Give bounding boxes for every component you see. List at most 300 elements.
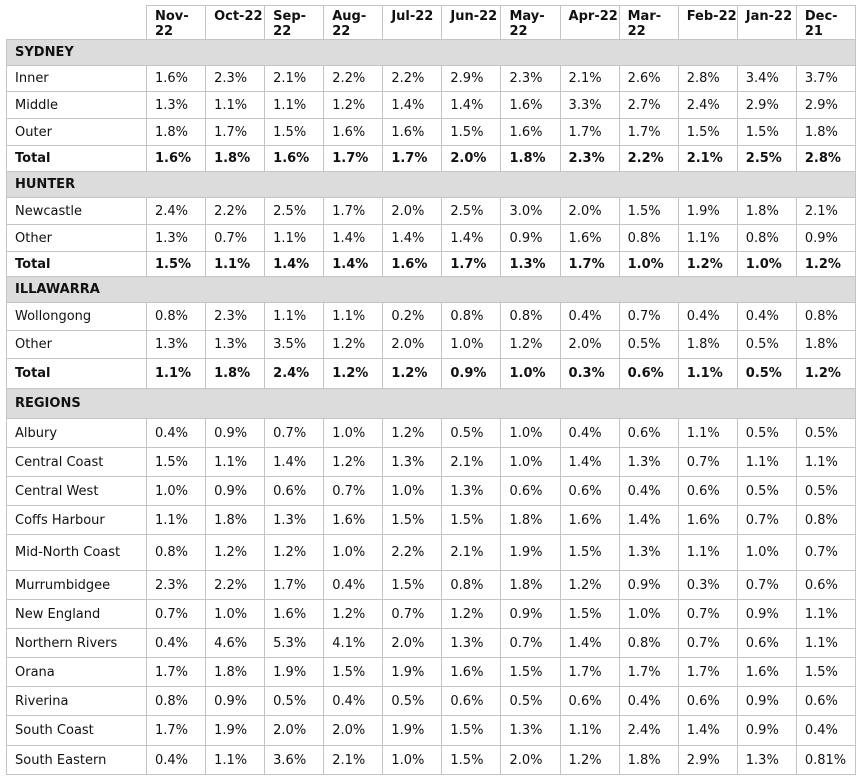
value-cell: 1.8% bbox=[796, 331, 855, 359]
total-row bbox=[7, 359, 856, 389]
value-cell: 1.8% bbox=[619, 746, 678, 775]
row-label: Wollongong bbox=[7, 303, 147, 331]
value-cell: 1.7% bbox=[147, 658, 206, 687]
value-cell: 1.4% bbox=[619, 506, 678, 535]
value-cell: 0.7% bbox=[796, 535, 855, 571]
value-cell: 0.7% bbox=[737, 571, 796, 600]
value-cell: 0.7% bbox=[324, 477, 383, 506]
value-cell: 2.3% bbox=[206, 303, 265, 331]
value-cell: 1.1% bbox=[678, 535, 737, 571]
value-cell: 1.7% bbox=[324, 198, 383, 225]
value-cell: 2.0% bbox=[560, 331, 619, 359]
value-cell: 0.7% bbox=[265, 419, 324, 448]
value-cell: 1.9% bbox=[501, 535, 560, 571]
table-row bbox=[7, 535, 856, 571]
value-cell: 2.9% bbox=[678, 746, 737, 775]
value-cell: 1.3% bbox=[737, 746, 796, 775]
value-cell: 1.3% bbox=[619, 535, 678, 571]
month-header: Oct-22 bbox=[206, 6, 265, 40]
row-label: Newcastle bbox=[7, 198, 147, 225]
value-cell: 0.5% bbox=[383, 687, 442, 716]
row-label: Middle bbox=[7, 92, 147, 119]
value-cell: 1.3% bbox=[206, 331, 265, 359]
value-cell: 2.1% bbox=[796, 198, 855, 225]
value-cell: 0.5% bbox=[796, 477, 855, 506]
value-cell: 0.9% bbox=[619, 571, 678, 600]
value-cell: 1.2% bbox=[678, 252, 737, 277]
value-cell: 2.1% bbox=[442, 535, 501, 571]
section-header-row bbox=[7, 389, 856, 419]
value-cell: 2.1% bbox=[678, 146, 737, 172]
value-cell: 1.8% bbox=[501, 146, 560, 172]
value-cell: 2.8% bbox=[796, 146, 855, 172]
value-cell: 4.6% bbox=[206, 629, 265, 658]
row-label: South Coast bbox=[7, 716, 147, 746]
value-cell: 0.5% bbox=[619, 331, 678, 359]
value-cell: 1.7% bbox=[560, 119, 619, 146]
value-cell: 1.0% bbox=[147, 477, 206, 506]
value-cell: 1.1% bbox=[265, 92, 324, 119]
row-label: Total bbox=[7, 359, 147, 389]
value-cell: 0.8% bbox=[442, 571, 501, 600]
value-cell: 0.4% bbox=[147, 746, 206, 775]
value-cell: 1.9% bbox=[206, 716, 265, 746]
section-title: REGIONS bbox=[7, 389, 856, 419]
row-label: Orana bbox=[7, 658, 147, 687]
value-cell: 1.3% bbox=[501, 716, 560, 746]
table-row bbox=[7, 66, 856, 92]
value-cell: 1.2% bbox=[324, 448, 383, 477]
value-cell: 3.4% bbox=[737, 66, 796, 92]
value-cell: 1.8% bbox=[501, 571, 560, 600]
value-cell: 1.3% bbox=[442, 629, 501, 658]
value-cell: 0.8% bbox=[796, 303, 855, 331]
value-cell: 0.4% bbox=[560, 303, 619, 331]
value-cell: 1.7% bbox=[678, 658, 737, 687]
value-cell: 0.8% bbox=[737, 225, 796, 252]
value-cell: 1.2% bbox=[501, 331, 560, 359]
value-cell: 1.4% bbox=[265, 252, 324, 277]
value-cell: 1.1% bbox=[206, 448, 265, 477]
value-cell: 1.0% bbox=[737, 535, 796, 571]
value-cell: 1.0% bbox=[206, 600, 265, 629]
value-cell: 1.5% bbox=[324, 658, 383, 687]
row-label: Other bbox=[7, 225, 147, 252]
value-cell: 2.2% bbox=[206, 198, 265, 225]
header-corner-cell bbox=[7, 6, 147, 40]
value-cell: 1.9% bbox=[383, 716, 442, 746]
value-cell: 1.4% bbox=[324, 252, 383, 277]
month-header: Jun-22 bbox=[442, 6, 501, 40]
value-cell: 1.5% bbox=[678, 119, 737, 146]
value-cell: 1.9% bbox=[678, 198, 737, 225]
value-cell: 2.0% bbox=[383, 331, 442, 359]
row-label: Central Coast bbox=[7, 448, 147, 477]
value-cell: 0.9% bbox=[206, 419, 265, 448]
value-cell: 2.4% bbox=[619, 716, 678, 746]
value-cell: 1.8% bbox=[206, 359, 265, 389]
vacancy-rates-table bbox=[6, 5, 856, 775]
value-cell: 2.8% bbox=[678, 66, 737, 92]
value-cell: 2.7% bbox=[619, 92, 678, 119]
value-cell: 0.7% bbox=[678, 448, 737, 477]
value-cell: 1.7% bbox=[619, 658, 678, 687]
value-cell: 1.6% bbox=[737, 658, 796, 687]
value-cell: 0.7% bbox=[206, 225, 265, 252]
value-cell: 0.9% bbox=[501, 225, 560, 252]
value-cell: 0.9% bbox=[737, 687, 796, 716]
value-cell: 1.5% bbox=[442, 716, 501, 746]
value-cell: 1.4% bbox=[560, 448, 619, 477]
value-cell: 0.4% bbox=[147, 629, 206, 658]
value-cell: 0.8% bbox=[147, 535, 206, 571]
month-header: Aug-22 bbox=[324, 6, 383, 40]
row-label: South Eastern bbox=[7, 746, 147, 775]
value-cell: 2.6% bbox=[619, 66, 678, 92]
value-cell: 1.5% bbox=[383, 506, 442, 535]
value-cell: 1.1% bbox=[147, 359, 206, 389]
value-cell: 1.8% bbox=[206, 658, 265, 687]
value-cell: 1.9% bbox=[265, 658, 324, 687]
value-cell: 1.4% bbox=[678, 716, 737, 746]
value-cell: 2.0% bbox=[383, 198, 442, 225]
row-label: Albury bbox=[7, 419, 147, 448]
value-cell: 1.1% bbox=[678, 225, 737, 252]
value-cell: 1.5% bbox=[560, 600, 619, 629]
value-cell: 0.9% bbox=[796, 225, 855, 252]
value-cell: 1.6% bbox=[147, 66, 206, 92]
value-cell: 2.2% bbox=[383, 535, 442, 571]
table-row bbox=[7, 419, 856, 448]
value-cell: 1.5% bbox=[442, 119, 501, 146]
month-header: Apr-22 bbox=[560, 6, 619, 40]
section-title: SYDNEY bbox=[7, 40, 856, 66]
row-label: Riverina bbox=[7, 687, 147, 716]
value-cell: 2.0% bbox=[265, 716, 324, 746]
table-row bbox=[7, 331, 856, 359]
value-cell: 2.9% bbox=[442, 66, 501, 92]
value-cell: 0.8% bbox=[619, 225, 678, 252]
value-cell: 2.3% bbox=[560, 146, 619, 172]
value-cell: 3.6% bbox=[265, 746, 324, 775]
value-cell: 1.2% bbox=[324, 359, 383, 389]
value-cell: 1.5% bbox=[442, 506, 501, 535]
value-cell: 0.9% bbox=[501, 600, 560, 629]
value-cell: 2.4% bbox=[265, 359, 324, 389]
value-cell: 1.2% bbox=[383, 359, 442, 389]
value-cell: 1.5% bbox=[147, 448, 206, 477]
value-cell: 1.5% bbox=[737, 119, 796, 146]
value-cell: 1.0% bbox=[324, 419, 383, 448]
value-cell: 0.8% bbox=[147, 687, 206, 716]
value-cell: 2.2% bbox=[324, 66, 383, 92]
value-cell: 0.9% bbox=[206, 477, 265, 506]
value-cell: 1.0% bbox=[501, 359, 560, 389]
table-row bbox=[7, 198, 856, 225]
value-cell: 0.8% bbox=[442, 303, 501, 331]
value-cell: 1.6% bbox=[501, 119, 560, 146]
value-cell: 0.6% bbox=[796, 571, 855, 600]
table-row bbox=[7, 658, 856, 687]
total-row bbox=[7, 146, 856, 172]
row-label: Murrumbidgee bbox=[7, 571, 147, 600]
value-cell: 0.6% bbox=[560, 477, 619, 506]
value-cell: 1.0% bbox=[324, 535, 383, 571]
value-cell: 3.7% bbox=[796, 66, 855, 92]
value-cell: 2.1% bbox=[265, 66, 324, 92]
table-row bbox=[7, 506, 856, 535]
value-cell: 0.6% bbox=[265, 477, 324, 506]
value-cell: 1.5% bbox=[796, 658, 855, 687]
value-cell: 0.4% bbox=[619, 477, 678, 506]
value-cell: 0.8% bbox=[147, 303, 206, 331]
value-cell: 1.2% bbox=[560, 571, 619, 600]
value-cell: 2.4% bbox=[678, 92, 737, 119]
value-cell: 0.3% bbox=[678, 571, 737, 600]
value-cell: 1.7% bbox=[206, 119, 265, 146]
value-cell: 1.0% bbox=[501, 448, 560, 477]
value-cell: 1.8% bbox=[147, 119, 206, 146]
value-cell: 1.4% bbox=[383, 92, 442, 119]
value-cell: 1.6% bbox=[265, 146, 324, 172]
value-cell: 1.2% bbox=[796, 359, 855, 389]
value-cell: 1.6% bbox=[560, 225, 619, 252]
value-cell: 1.7% bbox=[383, 146, 442, 172]
value-cell: 1.9% bbox=[383, 658, 442, 687]
table-row bbox=[7, 225, 856, 252]
value-cell: 1.0% bbox=[737, 252, 796, 277]
value-cell: 1.2% bbox=[560, 746, 619, 775]
row-label: Total bbox=[7, 146, 147, 172]
row-label: Central West bbox=[7, 477, 147, 506]
value-cell: 1.3% bbox=[265, 506, 324, 535]
value-cell: 0.5% bbox=[796, 419, 855, 448]
value-cell: 1.6% bbox=[501, 92, 560, 119]
row-label: Coffs Harbour bbox=[7, 506, 147, 535]
value-cell: 1.1% bbox=[737, 448, 796, 477]
value-cell: 2.9% bbox=[796, 92, 855, 119]
value-cell: 0.4% bbox=[560, 419, 619, 448]
value-cell: 0.4% bbox=[796, 716, 855, 746]
value-cell: 1.0% bbox=[501, 419, 560, 448]
value-cell: 1.7% bbox=[560, 658, 619, 687]
value-cell: 1.7% bbox=[265, 571, 324, 600]
table-row bbox=[7, 448, 856, 477]
value-cell: 1.3% bbox=[501, 252, 560, 277]
value-cell: 0.7% bbox=[383, 600, 442, 629]
value-cell: 0.7% bbox=[737, 506, 796, 535]
value-cell: 0.6% bbox=[560, 687, 619, 716]
value-cell: 1.8% bbox=[501, 506, 560, 535]
month-header: Dec-21 bbox=[796, 6, 855, 40]
value-cell: 1.1% bbox=[560, 716, 619, 746]
value-cell: 0.4% bbox=[147, 419, 206, 448]
value-cell: 1.5% bbox=[501, 658, 560, 687]
value-cell: 0.5% bbox=[737, 331, 796, 359]
value-cell: 1.3% bbox=[383, 448, 442, 477]
value-cell: 1.2% bbox=[383, 419, 442, 448]
value-cell: 1.4% bbox=[560, 629, 619, 658]
value-cell: 2.2% bbox=[383, 66, 442, 92]
value-cell: 0.7% bbox=[678, 600, 737, 629]
value-cell: 2.5% bbox=[442, 198, 501, 225]
value-cell: 0.7% bbox=[501, 629, 560, 658]
row-label: Inner bbox=[7, 66, 147, 92]
value-cell: 1.8% bbox=[206, 146, 265, 172]
value-cell: 0.4% bbox=[324, 571, 383, 600]
value-cell: 3.5% bbox=[265, 331, 324, 359]
value-cell: 2.1% bbox=[324, 746, 383, 775]
value-cell: 2.4% bbox=[147, 198, 206, 225]
value-cell: 1.4% bbox=[265, 448, 324, 477]
month-header: Mar-22 bbox=[619, 6, 678, 40]
value-cell: 3.3% bbox=[560, 92, 619, 119]
value-cell: 1.6% bbox=[324, 119, 383, 146]
value-cell: 0.8% bbox=[501, 303, 560, 331]
value-cell: 0.8% bbox=[619, 629, 678, 658]
value-cell: 1.0% bbox=[383, 746, 442, 775]
value-cell: 1.0% bbox=[619, 600, 678, 629]
value-cell: 1.7% bbox=[619, 119, 678, 146]
value-cell: 0.6% bbox=[442, 687, 501, 716]
value-cell: 0.5% bbox=[442, 419, 501, 448]
value-cell: 0.5% bbox=[737, 477, 796, 506]
value-cell: 1.5% bbox=[560, 535, 619, 571]
value-cell: 2.3% bbox=[501, 66, 560, 92]
value-cell: 0.9% bbox=[737, 716, 796, 746]
total-row bbox=[7, 252, 856, 277]
value-cell: 1.1% bbox=[206, 92, 265, 119]
row-label: Outer bbox=[7, 119, 147, 146]
value-cell: 2.5% bbox=[737, 146, 796, 172]
value-cell: 1.0% bbox=[442, 331, 501, 359]
table-row bbox=[7, 92, 856, 119]
section-title: HUNTER bbox=[7, 172, 856, 198]
value-cell: 1.2% bbox=[442, 600, 501, 629]
value-cell: 1.3% bbox=[619, 448, 678, 477]
value-cell: 0.4% bbox=[324, 687, 383, 716]
row-label: Mid-North Coast bbox=[7, 535, 147, 571]
value-cell: 1.6% bbox=[147, 146, 206, 172]
value-cell: 0.6% bbox=[737, 629, 796, 658]
value-cell: 1.6% bbox=[560, 506, 619, 535]
value-cell: 1.5% bbox=[619, 198, 678, 225]
value-cell: 1.5% bbox=[442, 746, 501, 775]
table-row bbox=[7, 687, 856, 716]
value-cell: 1.1% bbox=[678, 359, 737, 389]
value-cell: 1.3% bbox=[147, 225, 206, 252]
month-header: May-22 bbox=[501, 6, 560, 40]
value-cell: 1.2% bbox=[324, 600, 383, 629]
month-header: Nov-22 bbox=[147, 6, 206, 40]
value-cell: 0.8% bbox=[796, 506, 855, 535]
row-label: New England bbox=[7, 600, 147, 629]
value-cell: 1.5% bbox=[147, 252, 206, 277]
month-header-row bbox=[7, 6, 856, 40]
row-label: Northern Rivers bbox=[7, 629, 147, 658]
value-cell: 2.2% bbox=[206, 571, 265, 600]
value-cell: 2.0% bbox=[383, 629, 442, 658]
value-cell: 0.6% bbox=[796, 687, 855, 716]
value-cell: 1.1% bbox=[147, 506, 206, 535]
value-cell: 2.0% bbox=[442, 146, 501, 172]
table-row bbox=[7, 119, 856, 146]
value-cell: 0.81% bbox=[796, 746, 855, 775]
value-cell: 1.6% bbox=[383, 119, 442, 146]
value-cell: 0.5% bbox=[265, 687, 324, 716]
value-cell: 1.6% bbox=[678, 506, 737, 535]
section-header-row bbox=[7, 172, 856, 198]
value-cell: 0.2% bbox=[383, 303, 442, 331]
value-cell: 0.6% bbox=[619, 419, 678, 448]
value-cell: 1.6% bbox=[265, 600, 324, 629]
value-cell: 3.0% bbox=[501, 198, 560, 225]
value-cell: 1.8% bbox=[206, 506, 265, 535]
value-cell: 1.1% bbox=[796, 448, 855, 477]
section-header-row bbox=[7, 277, 856, 303]
value-cell: 0.6% bbox=[501, 477, 560, 506]
value-cell: 2.3% bbox=[206, 66, 265, 92]
month-header: Jul-22 bbox=[383, 6, 442, 40]
value-cell: 1.1% bbox=[265, 303, 324, 331]
value-cell: 1.2% bbox=[206, 535, 265, 571]
table-row bbox=[7, 477, 856, 506]
table-row bbox=[7, 303, 856, 331]
section-title: ILLAWARRA bbox=[7, 277, 856, 303]
value-cell: 1.6% bbox=[324, 506, 383, 535]
value-cell: 1.5% bbox=[383, 571, 442, 600]
value-cell: 2.5% bbox=[265, 198, 324, 225]
table-row bbox=[7, 600, 856, 629]
value-cell: 0.4% bbox=[737, 303, 796, 331]
table-row bbox=[7, 716, 856, 746]
value-cell: 1.8% bbox=[678, 331, 737, 359]
value-cell: 1.8% bbox=[737, 198, 796, 225]
value-cell: 1.7% bbox=[442, 252, 501, 277]
value-cell: 0.6% bbox=[619, 359, 678, 389]
value-cell: 5.3% bbox=[265, 629, 324, 658]
value-cell: 1.1% bbox=[206, 746, 265, 775]
value-cell: 1.8% bbox=[796, 119, 855, 146]
value-cell: 2.2% bbox=[619, 146, 678, 172]
row-label: Total bbox=[7, 252, 147, 277]
month-header: Sep-22 bbox=[265, 6, 324, 40]
value-cell: 1.5% bbox=[265, 119, 324, 146]
table-row bbox=[7, 629, 856, 658]
value-cell: 1.1% bbox=[796, 600, 855, 629]
value-cell: 0.7% bbox=[147, 600, 206, 629]
value-cell: 1.1% bbox=[265, 225, 324, 252]
value-cell: 1.3% bbox=[147, 331, 206, 359]
month-header: Feb-22 bbox=[678, 6, 737, 40]
value-cell: 2.1% bbox=[560, 66, 619, 92]
value-cell: 0.5% bbox=[737, 359, 796, 389]
table-row bbox=[7, 571, 856, 600]
value-cell: 1.1% bbox=[206, 252, 265, 277]
value-cell: 0.9% bbox=[206, 687, 265, 716]
value-cell: 1.6% bbox=[442, 658, 501, 687]
value-cell: 1.7% bbox=[560, 252, 619, 277]
value-cell: 1.1% bbox=[324, 303, 383, 331]
value-cell: 1.1% bbox=[678, 419, 737, 448]
value-cell: 1.4% bbox=[442, 225, 501, 252]
value-cell: 1.3% bbox=[442, 477, 501, 506]
value-cell: 1.1% bbox=[796, 629, 855, 658]
value-cell: 1.0% bbox=[619, 252, 678, 277]
value-cell: 1.2% bbox=[324, 92, 383, 119]
value-cell: 0.9% bbox=[442, 359, 501, 389]
value-cell: 2.0% bbox=[501, 746, 560, 775]
